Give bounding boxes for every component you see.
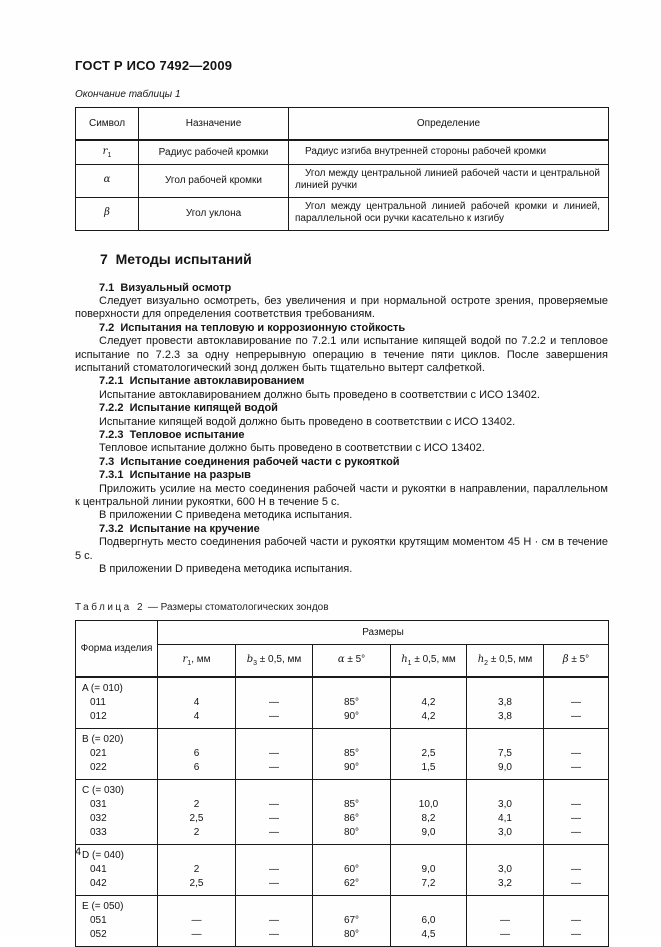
value-cell: 3,0 bbox=[467, 797, 544, 811]
form-group-label: D (= 040) bbox=[76, 845, 158, 863]
value-cell: — bbox=[236, 811, 313, 825]
table-row bbox=[76, 197, 609, 230]
value-cell: 10,0 bbox=[391, 797, 467, 811]
empty-cell bbox=[391, 729, 467, 747]
empty-cell bbox=[391, 845, 467, 863]
paragraph: Следует провести автоклавирование по 7.2.1 или испытание кипящей водой по 7.2.2 и тепловое испытание по 7.2.3 за одну непрерывную операцию в течение пяти циклов. После завершения испытаний стоматологический зонд должен быть тщательно вытерт салфеткой. bbox=[75, 335, 608, 374]
value-cell: — bbox=[544, 913, 609, 927]
section-heading: 7 Методы испытаний bbox=[100, 250, 252, 267]
value-cell: — bbox=[236, 709, 313, 729]
table2-caption-dash: — bbox=[145, 602, 161, 614]
value-cell: 60° bbox=[313, 862, 391, 876]
paragraph: Испытание кипящей водой должно быть проведено в соответствии с ИСО 13402. bbox=[99, 415, 516, 428]
symbol-cell bbox=[76, 140, 139, 164]
empty-cell bbox=[544, 677, 609, 695]
item-code-cell: 031 bbox=[76, 797, 158, 811]
form-group-row bbox=[76, 896, 609, 914]
value-cell: — bbox=[236, 797, 313, 811]
form-group-label: C (= 030) bbox=[76, 780, 158, 798]
empty-cell bbox=[544, 729, 609, 747]
subsection-heading: 7.3.2 Испытание на кручение bbox=[99, 522, 260, 535]
table-row bbox=[76, 709, 609, 729]
paragraph: В приложении D приведена методика испытания. bbox=[99, 563, 353, 576]
symbol-glyph: α bbox=[103, 174, 111, 185]
value-cell: 3,8 bbox=[467, 695, 544, 709]
empty-cell bbox=[467, 729, 544, 747]
table-row bbox=[76, 746, 609, 760]
value-cell: 7,5 bbox=[467, 746, 544, 760]
empty-cell bbox=[313, 729, 391, 747]
column-header-h1 bbox=[391, 645, 467, 678]
value-cell: 6,0 bbox=[391, 913, 467, 927]
definition-cell: Радиус изгиба внутренней стороны рабочей кромки bbox=[289, 140, 609, 164]
value-cell: — bbox=[236, 913, 313, 927]
symbol-cell bbox=[76, 197, 139, 230]
symbol-subscript: 1 bbox=[107, 151, 112, 159]
dimensions-table bbox=[75, 620, 609, 947]
symbol-glyph: r bbox=[102, 145, 108, 157]
value-cell: 7,2 bbox=[391, 876, 467, 896]
header-unit: ± 0,5, мм bbox=[488, 654, 533, 666]
empty-cell bbox=[391, 677, 467, 695]
item-code-cell: 011 bbox=[76, 695, 158, 709]
empty-cell bbox=[236, 677, 313, 695]
subsection-heading: 7.3.1 Испытание на разрыв bbox=[99, 469, 251, 482]
symbols-table-header-row bbox=[76, 108, 609, 141]
value-cell: — bbox=[236, 746, 313, 760]
form-group-row bbox=[76, 780, 609, 798]
document-header-title: ГОСТ Р ИСО 7492—2009 bbox=[75, 58, 233, 73]
column-header-beta bbox=[544, 645, 609, 678]
table-row bbox=[76, 927, 609, 947]
column-header-b3 bbox=[236, 645, 313, 678]
page-number: 4 bbox=[75, 846, 82, 858]
purpose-cell: Угол рабочей кромки bbox=[139, 164, 289, 197]
symbol-glyph: β bbox=[104, 207, 110, 218]
value-cell: — bbox=[544, 825, 609, 845]
value-cell: 85° bbox=[313, 797, 391, 811]
table-row bbox=[76, 825, 609, 845]
form-group-label: E (= 050) bbox=[76, 896, 158, 914]
value-cell: — bbox=[158, 927, 236, 947]
table-row bbox=[76, 164, 609, 197]
value-cell: 4 bbox=[158, 709, 236, 729]
subsection-heading: 7.2.2 Испытание кипящей водой bbox=[99, 402, 278, 415]
value-cell: 9,0 bbox=[391, 825, 467, 845]
paragraph: Подвергнуть место соединения рабочей части и рукоятки крутящим моментом 45 Н · см в течение 5 с. bbox=[75, 536, 608, 562]
empty-cell bbox=[158, 845, 236, 863]
item-code-cell: 041 bbox=[76, 862, 158, 876]
value-cell: — bbox=[236, 876, 313, 896]
item-code-cell: 042 bbox=[76, 876, 158, 896]
subsection-heading: 7.2.1 Испытание автоклавированием bbox=[99, 375, 305, 388]
value-cell: 3,2 bbox=[467, 876, 544, 896]
value-cell: 6 bbox=[158, 746, 236, 760]
value-cell: — bbox=[544, 760, 609, 780]
symbols-table bbox=[75, 107, 609, 231]
header-unit: ± 5° bbox=[344, 654, 366, 666]
column-group-header-sizes: Размеры bbox=[158, 621, 609, 645]
table-row bbox=[76, 140, 609, 164]
table-row bbox=[76, 876, 609, 896]
value-cell: — bbox=[467, 927, 544, 947]
value-cell: 2,5 bbox=[158, 876, 236, 896]
header-unit: ± 0,5, мм bbox=[411, 654, 456, 666]
value-cell: 4,2 bbox=[391, 709, 467, 729]
value-cell: — bbox=[236, 825, 313, 845]
table-row bbox=[76, 797, 609, 811]
value-cell: 90° bbox=[313, 709, 391, 729]
definition-cell: Угол между центральной линией рабочей кромки и линией, параллельной оси ручки касательно к изгибу bbox=[289, 197, 609, 230]
subsection-heading: 7.3 Испытание соединения рабочей части с рукояткой bbox=[99, 455, 400, 468]
dimensions-table-body bbox=[76, 677, 609, 947]
value-cell: 1,5 bbox=[391, 760, 467, 780]
table-row bbox=[76, 862, 609, 876]
empty-cell bbox=[313, 845, 391, 863]
column-header-symbol: Символ bbox=[76, 108, 139, 141]
empty-cell bbox=[236, 729, 313, 747]
value-cell: — bbox=[544, 709, 609, 729]
value-cell: — bbox=[544, 927, 609, 947]
empty-cell bbox=[236, 845, 313, 863]
header-subscript: 2 bbox=[484, 660, 489, 668]
value-cell: 4,5 bbox=[391, 927, 467, 947]
table-row bbox=[76, 695, 609, 709]
value-cell: 80° bbox=[313, 825, 391, 845]
subsection-heading: 7.1 Визуальный осмотр bbox=[99, 281, 232, 294]
column-header-alpha bbox=[313, 645, 391, 678]
value-cell: 85° bbox=[313, 695, 391, 709]
empty-cell bbox=[544, 896, 609, 914]
table-row bbox=[76, 811, 609, 825]
empty-cell bbox=[467, 896, 544, 914]
empty-cell bbox=[467, 677, 544, 695]
value-cell: 3,8 bbox=[467, 709, 544, 729]
value-cell: 67° bbox=[313, 913, 391, 927]
value-cell: 2 bbox=[158, 825, 236, 845]
subsection-heading: 7.2 Испытания на тепловую и коррозионную стойкость bbox=[99, 321, 406, 334]
value-cell: 80° bbox=[313, 927, 391, 947]
header-unit: , мм bbox=[191, 654, 211, 666]
definition-cell: Угол между центральной линией рабочей части и центральной линией ручки bbox=[289, 164, 609, 197]
header-symbol: b bbox=[246, 654, 254, 666]
value-cell: 4,1 bbox=[467, 811, 544, 825]
form-group-row bbox=[76, 845, 609, 863]
value-cell: 2,5 bbox=[391, 746, 467, 760]
empty-cell bbox=[158, 729, 236, 747]
paragraph: Тепловое испытание должно быть проведено в соответствии с ИСО 13402. bbox=[99, 442, 485, 455]
value-cell: 3,0 bbox=[467, 825, 544, 845]
dimensions-header-row-1 bbox=[76, 621, 609, 645]
value-cell: 2 bbox=[158, 862, 236, 876]
header-subscript: 1 bbox=[187, 660, 192, 668]
header-unit: ± 0,5, мм bbox=[257, 654, 302, 666]
value-cell: 8,2 bbox=[391, 811, 467, 825]
value-cell: — bbox=[467, 913, 544, 927]
subsection-heading: 7.2.3 Тепловое испытание bbox=[99, 428, 245, 441]
empty-cell bbox=[236, 780, 313, 798]
header-subscript: 3 bbox=[253, 660, 258, 668]
value-cell: — bbox=[544, 811, 609, 825]
value-cell: — bbox=[544, 746, 609, 760]
empty-cell bbox=[544, 780, 609, 798]
value-cell: 85° bbox=[313, 746, 391, 760]
value-cell: — bbox=[544, 876, 609, 896]
value-cell: 86° bbox=[313, 811, 391, 825]
column-header-purpose: Назначение bbox=[139, 108, 289, 141]
paragraph: Следует визуально осмотреть, без увеличения и при нормальной остроте зрения, проверяемые поверхности для определения соответствия требованиям. bbox=[75, 294, 608, 321]
item-code-cell: 021 bbox=[76, 746, 158, 760]
table2-caption-label: Таблица 2 bbox=[75, 602, 146, 614]
item-code-cell: 052 bbox=[76, 927, 158, 947]
header-unit: ± 5° bbox=[568, 654, 590, 666]
empty-cell bbox=[158, 780, 236, 798]
header-symbol: h bbox=[401, 654, 408, 666]
form-group-row bbox=[76, 677, 609, 695]
empty-cell bbox=[391, 780, 467, 798]
header-subscript: 1 bbox=[407, 660, 412, 668]
value-cell: 4 bbox=[158, 695, 236, 709]
form-group-label: B (= 020) bbox=[76, 729, 158, 747]
header-symbol: α bbox=[337, 654, 345, 666]
empty-cell bbox=[544, 845, 609, 863]
purpose-cell: Радиус рабочей кромки bbox=[139, 140, 289, 164]
empty-cell bbox=[158, 896, 236, 914]
form-group-row bbox=[76, 729, 609, 747]
value-cell: 3,0 bbox=[467, 862, 544, 876]
paragraph: В приложении С приведена методика испытания. bbox=[99, 509, 353, 522]
value-cell: 90° bbox=[313, 760, 391, 780]
value-cell: 2 bbox=[158, 797, 236, 811]
paragraph: Испытание автоклавированием должно быть проведено в соответствии с ИСО 13402. bbox=[99, 388, 540, 401]
item-code-cell: 012 bbox=[76, 709, 158, 729]
value-cell: — bbox=[236, 927, 313, 947]
value-cell: 2,5 bbox=[158, 811, 236, 825]
empty-cell bbox=[313, 677, 391, 695]
purpose-cell: Угол уклона bbox=[139, 197, 289, 230]
item-code-cell: 022 bbox=[76, 760, 158, 780]
header-symbol: r bbox=[182, 654, 188, 666]
table-row bbox=[76, 760, 609, 780]
value-cell: — bbox=[236, 862, 313, 876]
column-header-form: Форма изделия bbox=[76, 621, 158, 678]
value-cell: — bbox=[158, 913, 236, 927]
column-header-r1 bbox=[158, 645, 236, 678]
value-cell: — bbox=[236, 695, 313, 709]
item-code-cell: 051 bbox=[76, 913, 158, 927]
empty-cell bbox=[391, 896, 467, 914]
table1-caption: Окончание таблицы 1 bbox=[75, 89, 181, 100]
paragraph: Приложить усилие на место соединения рабочей части и рукоятки в направлении, параллельном к центральной линии рукоятки, 600 Н в течение 5 с. bbox=[75, 482, 608, 508]
value-cell: 9,0 bbox=[391, 862, 467, 876]
empty-cell bbox=[236, 896, 313, 914]
table-row bbox=[76, 913, 609, 927]
value-cell: 62° bbox=[313, 876, 391, 896]
item-code-cell: 033 bbox=[76, 825, 158, 845]
value-cell: — bbox=[544, 797, 609, 811]
value-cell: 9,0 bbox=[467, 760, 544, 780]
header-symbol: h bbox=[477, 654, 485, 666]
form-group-label: A (= 010) bbox=[76, 677, 158, 695]
empty-cell bbox=[467, 780, 544, 798]
value-cell: 6 bbox=[158, 760, 236, 780]
column-header-definition: Определение bbox=[289, 108, 609, 141]
value-cell: 4,2 bbox=[391, 695, 467, 709]
empty-cell bbox=[467, 845, 544, 863]
value-cell: — bbox=[544, 695, 609, 709]
symbol-cell bbox=[76, 164, 139, 197]
value-cell: — bbox=[544, 862, 609, 876]
header-symbol: β bbox=[562, 654, 569, 666]
item-code-cell: 032 bbox=[76, 811, 158, 825]
empty-cell bbox=[313, 780, 391, 798]
value-cell: — bbox=[236, 760, 313, 780]
empty-cell bbox=[313, 896, 391, 914]
empty-cell bbox=[158, 677, 236, 695]
table2-caption bbox=[75, 602, 610, 613]
column-header-h2 bbox=[467, 645, 544, 678]
table2-caption-text: Размеры стоматологических зондов bbox=[160, 602, 329, 614]
